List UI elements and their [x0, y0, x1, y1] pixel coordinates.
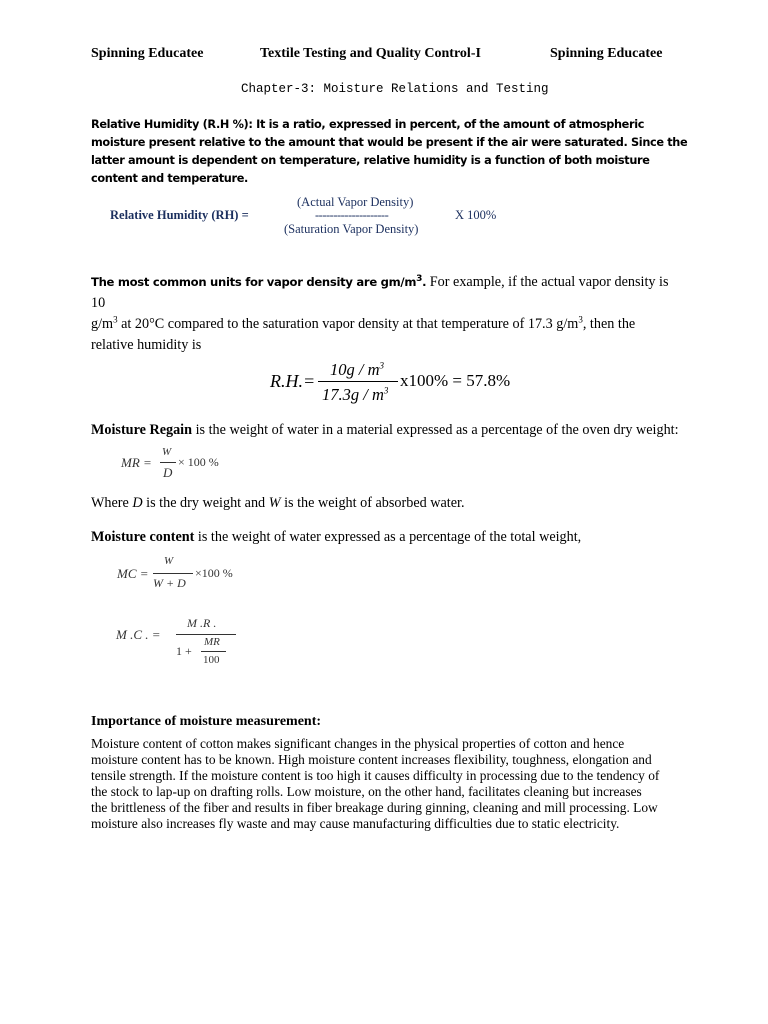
rh-definition [91, 116, 691, 188]
header-left: Spinning Educatee [91, 46, 204, 61]
rh-calc-result: x100% = 57.8% [400, 371, 511, 390]
chapter-title: Chapter-3: Moisture Relations and Testing [241, 82, 549, 96]
mc2-den-den: 100 [203, 654, 220, 666]
header-right: Spinning Educatee [550, 46, 663, 61]
content-den: W + D [153, 576, 186, 590]
rh-calc-denominator: $17.3g / m^3$ [322, 385, 389, 404]
regain-fraction-bar [160, 462, 176, 463]
content-definition: Moisture content is the weight of water expressed as a percentage of the total weight, [91, 529, 582, 545]
rh-calc-numerator: $10g / m^3$ [330, 360, 384, 379]
content-rhs: ×100 % [195, 566, 233, 580]
regain-definition: Moisture Regain is the weight of water in a material expressed as a percentage of the oven dry weight: [91, 422, 679, 438]
mc2-den-one: 1 + [176, 644, 192, 658]
mc2-inner-bar [201, 651, 226, 652]
rh-formula-denominator: (Saturation Vapor Density) [284, 222, 419, 236]
header-center: Textile Testing and Quality Control-I [260, 46, 481, 61]
rh-text: It is a ratio, expressed in percent, of the amount of atmospheric moisture present relative to the amount that would be present if the air were saturated. Since the latter amount is dependent on temperature, relative humidity is a function of both moisture content and temperature. [91, 118, 688, 185]
regain-den: D [163, 465, 173, 480]
mc2-den-num: MR [204, 636, 220, 648]
rh-formula-mult: X 100% [455, 208, 497, 222]
importance-line: the brittleness of the fiber and results in fiber breakage during ginning, cleaning and mill processing. Low [91, 800, 658, 815]
importance-heading: Importance of moisture measurement: [91, 714, 322, 729]
mc2-fraction-bar [176, 634, 236, 635]
rh-calc-lhs: R.H.= [270, 371, 316, 391]
importance-body [91, 736, 681, 832]
rh-formula-numerator: (Actual Vapor Density) [297, 195, 414, 209]
importance-line: Moisture content of cotton makes significant changes in the physical properties of cotton and hence [91, 736, 625, 751]
regain-rhs: × 100 % [178, 455, 219, 469]
rh-label: Relative Humidity (R.H %): [91, 118, 253, 131]
importance-line: moisture also increases fly waste and may cause manufacturing difficulties due to static electricity. [91, 816, 620, 831]
units-lead: The most common units for vapor density are $gm/m^3$. [91, 274, 427, 289]
importance-line: moisture content has to be known. High moisture content increases flexibility, toughness, elongation and [91, 752, 652, 767]
rh-calc-fraction-bar [318, 381, 398, 382]
rh-formula-dashes: -------------------- [315, 208, 389, 222]
importance-line: tensile strength. If the moisture content is too high it causes difficulty in processing due to the tendency of [91, 768, 660, 783]
mc2-lhs: M .C . = [116, 627, 161, 642]
where-text: Where D is the dry weight and W is the weight of absorbed water. [91, 495, 465, 511]
importance-line: the stock to lap-up on drafting rolls. Low moisture, on the other hand, facilitates cleaning but increases [91, 784, 642, 799]
regain-num: W [162, 446, 172, 458]
regain-lhs: MR = [121, 455, 152, 470]
content-lhs: MC = [117, 566, 149, 581]
units-paragraph: The most common units for vapor density are $gm/m^3$. For example, if the actual vapor density is 10 $g/m^3$ at 20°C compared to the saturation vapor density at that temperature of 17.3 $g/m^3$, then the relative humidity is [91, 274, 669, 353]
mc2-num: M .R . [187, 616, 217, 630]
content-fraction-bar [153, 573, 193, 574]
rh-formula-lhs: Relative Humidity (RH) = [110, 208, 249, 222]
content-num: W [164, 555, 174, 567]
